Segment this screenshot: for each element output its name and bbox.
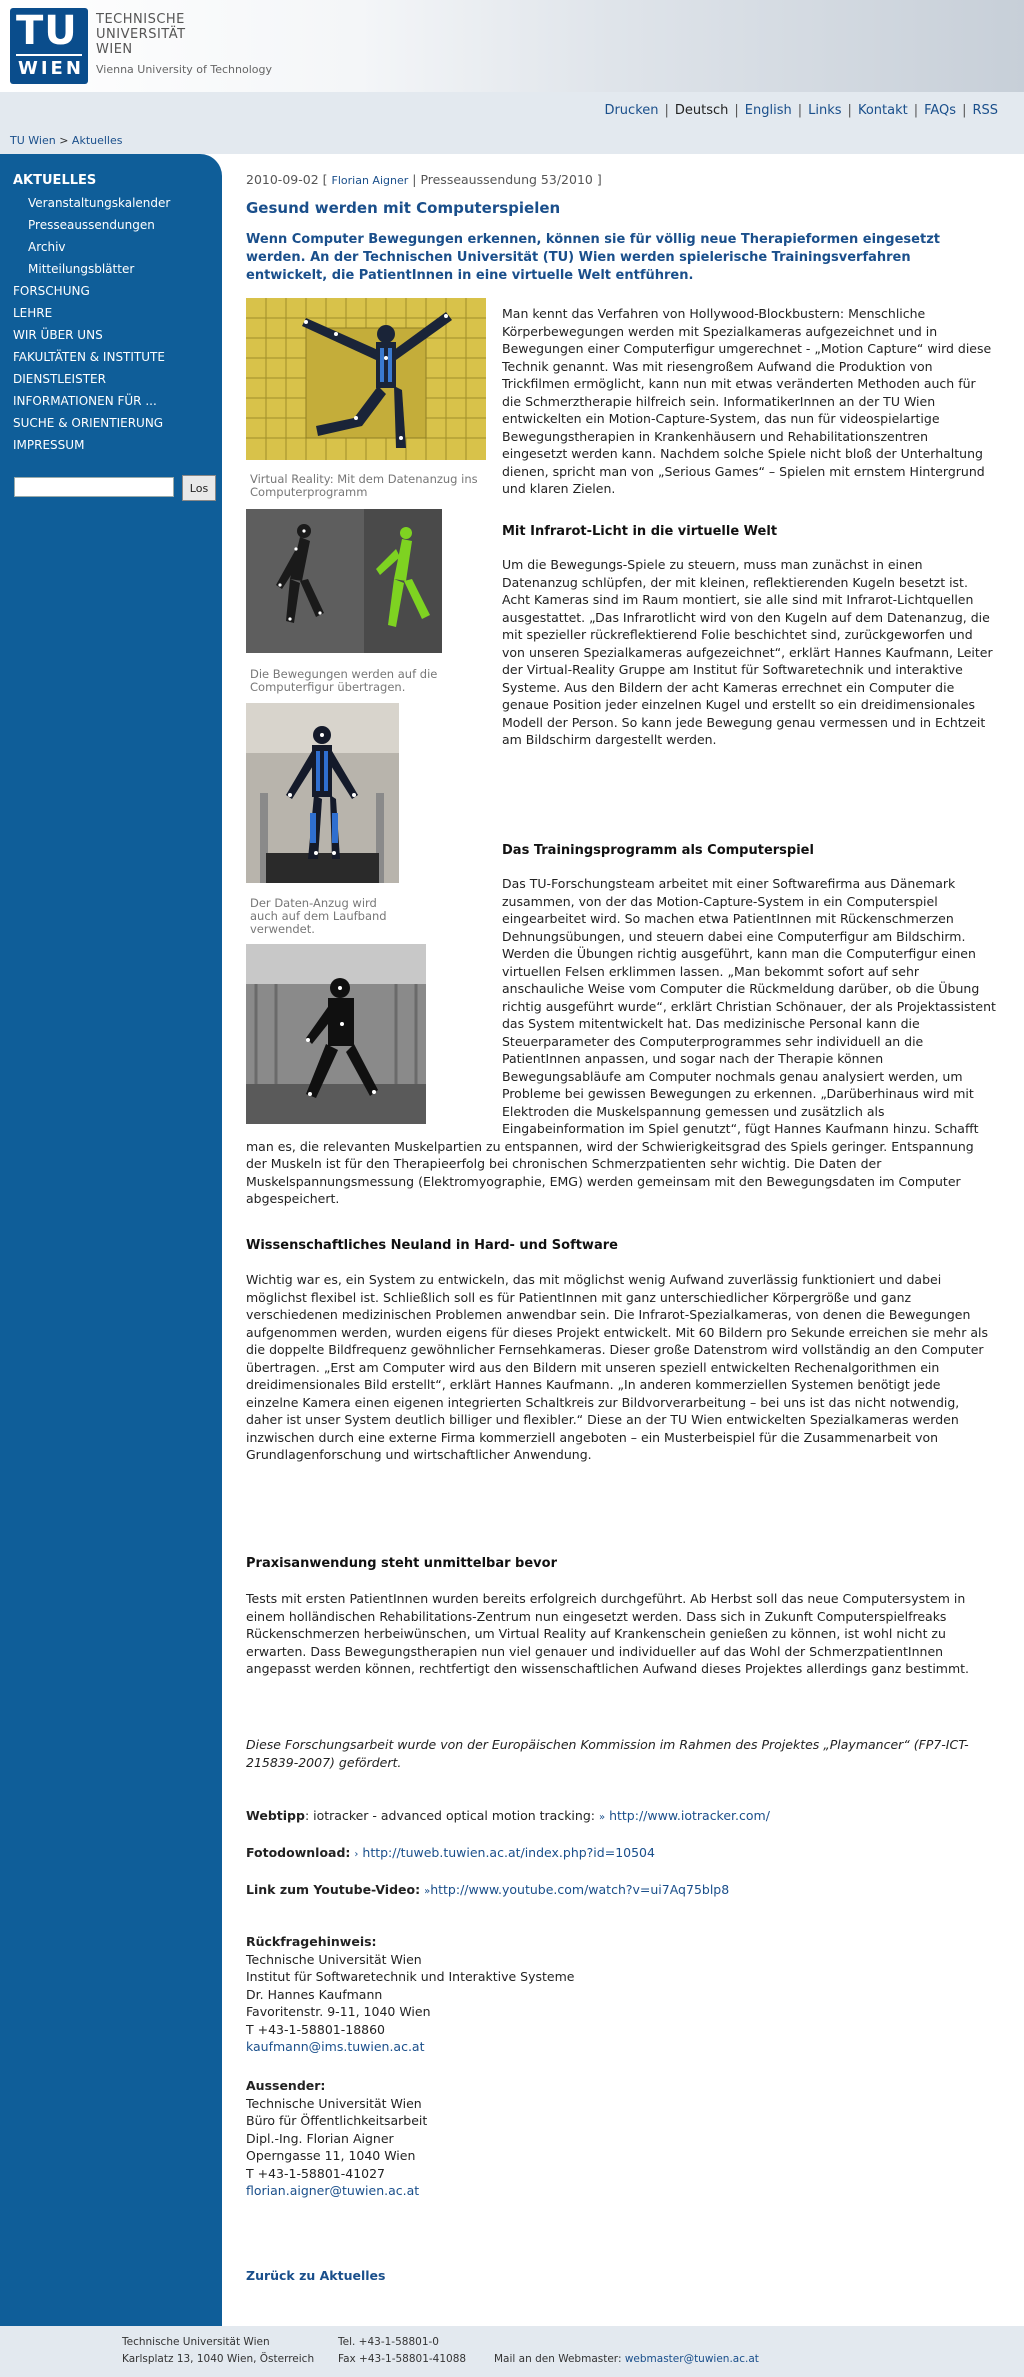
sidebar-item-presseaussendungen[interactable]: Presseaussendungen [28, 218, 155, 232]
contact-line: Institut für Softwaretechnik und Interaktive Systeme [246, 1969, 575, 1984]
org-name [96, 12, 272, 77]
caption-1: Virtual Reality: Mit dem Datenanzug ins Computerprogramm [250, 472, 478, 499]
paragraph-3: Das TU-Forschungsteam arbeitet mit einer Softwarefirma aus Dänemark zusammen, von der das Motion-Capture-System in ein Computerspiel eingearbeitet wird. So machen etwa PatientInnen mit Rückenschmerzen Dehnungsübungen, und steuern dabei eine Computerfigur am Bildschirm. Werden die Übungen richtig ausgeführt, kann man die Computerfigur einen virtuellen Felsen erklimmen lassen. „Man bekommt sofort auf sehr anschauliche Weise vom Computer die Rückmeldung darüber, ob die Übung richtig ausgeführt wurde“, erklärt Christian Schönauer, der als Projektassistent das System mitentwickelt hat. Das medizinische Personal kann die Steuerparameter des Computerprogrammes sehr individuell an die PatientInnen anpassen, und sogar nach der Therapie können Bewegungsabläufe am Computer nochmals genau analysiert werden, um Probleme bei gewissen Bewegungen zu erkennen. „Darüberhinaus wird mit Elektroden die Muskelspannung gemessen und zusätzlich als Eingabeinformation im Spiel genutzt“, fügt Hannes Kaufmann hinzu. Schafft man es, die relevanten Muskelpartien zu entspannen, wird der Schwierigkeitsgrad des Spiels geringer. Entspannung der Muskeln ist für den Therapieerfolg bei chronischen Schmerzpatienten sehr wichtig. Die Daten der Muskelspannungsmessung (Elektromyographie, EMG) werden gemeinsam mit den Bewegungsdaten im Computer abgespeichert. [246, 876, 996, 1206]
sidebar-item-veranstaltungskalender[interactable]: Veranstaltungskalender [28, 196, 171, 210]
org-subtitle: Vienna University of Technology [96, 63, 272, 76]
sidebar-item-dienstleister[interactable]: DIENSTLEISTER [13, 372, 106, 386]
contact-line: Technische Universität Wien [246, 1951, 422, 1967]
sidebar-item-mitteilungsblaetter[interactable]: Mitteilungsblätter [28, 262, 135, 276]
nav-english[interactable]: English [744, 103, 792, 118]
contact-line: Dr. Hannes Kaufmann [246, 1986, 383, 2002]
sidebar-item-archiv[interactable]: Archiv [28, 240, 66, 254]
sender-line: Dipl.-Ing. Florian Aigner [246, 2130, 394, 2146]
sidebar-item-wir-ueber-uns[interactable]: WIR ÜBER UNS [13, 328, 103, 342]
sender-email-link[interactable]: florian.aigner@tuwien.ac.at [246, 2183, 420, 2198]
tu-wien-logo[interactable] [10, 8, 88, 84]
contact-heading: Rückfragehinweis: [246, 1934, 377, 1949]
sidebar-item-fakultaeten[interactable]: FAKULTÄTEN & INSTITUTE [13, 350, 165, 364]
footer-tel: Tel. +43-1-58801-0 [338, 2336, 439, 2348]
sidebar-item-forschung[interactable]: FORSCHUNG [13, 284, 90, 298]
top-navigation: Drucken | Deutsch | English | Links | Kontakt | FAQs | RSS [598, 103, 1004, 118]
sender-line: Technische Universität Wien [246, 2095, 422, 2111]
org-line-2: UNIVERSITÄT [96, 27, 186, 42]
back-to-aktuelles-link[interactable]: Zurück zu Aktuelles [246, 2268, 386, 2283]
logo-wien: WIEN [18, 58, 84, 79]
contact-line: T +43-1-58801-18860 [246, 2021, 386, 2037]
external-link-icon: » [424, 1886, 431, 1897]
footer-mail [494, 2351, 759, 2368]
sender-line: T +43-1-58801-41027 [246, 2165, 386, 2181]
photo-treadmill[interactable] [246, 703, 399, 883]
nav-faqs[interactable]: FAQs [924, 103, 957, 118]
org-line-1: TECHNISCHE [96, 12, 185, 27]
mocap-cage-image [246, 298, 486, 460]
paragraph-5: Tests mit ersten PatientInnen wurden bereits erfolgreich durchgeführt. Ab Herbst soll das neue Computersystem in einem holländischen Rehabilitations-Zentrum nun eingesetzt werden. Dass sich in Zukunft Computerspielfreaks Rückenschmerzen herbeiwünschen, um Virtual Reality auf Krankenschein genießen zu können, ist wohl nicht zu erwarten. Dass Bewegungstherapien nun viel genauer und individueller auf das Wohl der SchmerzpatientInnen angepasst werden können, rechtfertigt den wissenschaftlichen Aufwand dieses Projektes allerdings ganz bestimmt. [246, 1591, 970, 1676]
caption-3: Der Daten-Anzug wird auch auf dem Laufband verwendet. [250, 896, 387, 936]
foto-line [246, 1844, 994, 1864]
contact-email-link[interactable]: kaufmann@ims.tuwien.ac.at [246, 2039, 425, 2054]
heading-infrarot: Mit Infrarot-Licht in die virtuelle Welt [502, 524, 778, 539]
funding-note: Diese Forschungsarbeit wurde von der Europäischen Kommission im Rahmen des Projektes „Playmancer“ (FP7-ICT-215839-2007) gefördert. [246, 1737, 969, 1770]
nav-kontakt[interactable]: Kontakt [857, 103, 908, 118]
heading-praxis: Praxisanwendung steht unmittelbar bevor [246, 1556, 557, 1571]
external-link-icon: » [598, 1812, 606, 1823]
mocap-figure-image [246, 509, 442, 653]
nav-rss[interactable]: RSS [972, 103, 998, 118]
webtipp-label: Webtipp [246, 1808, 305, 1823]
treadmill-image [246, 703, 399, 883]
footer-address [122, 2334, 314, 2368]
breadcrumb-separator: > [59, 134, 69, 147]
youtube-link[interactable]: http://www.youtube.com/watch?v=ui7Aq75blp8 [430, 1882, 730, 1897]
article-meta: 2010-09-02 [ Florian Aigner | Presseaussendung 53/2010 ] [246, 172, 602, 187]
paragraph-3-wrap [246, 875, 996, 1208]
footer-addr-2: Karlsplatz 13, 1040 Wien, Österreich [122, 2353, 315, 2365]
article [246, 172, 996, 285]
article-title: Gesund werden mit Computerspielen [246, 199, 561, 217]
sender-line: Operngasse 11, 1040 Wien [246, 2148, 416, 2163]
header [0, 0, 1024, 92]
webtipp-line [246, 1807, 994, 1827]
paragraph-4: Wichtig war es, ein System zu entwickeln, das mit möglichst wenig Aufwand zuverlässig funktioniert und dabei möglichst flexibel ist. Schließlich soll es für PatientInnen mit ganz unterschiedlicher Körpergröße und ganz verschiedenen medizinischen Problemen anwendbar sein. Die Infrarot-Spezialkameras, von denen die Bewegungen aufgenommen werden, wurden eigens für dieses Projekt entwickelt. Mit 60 Bildern pro Sekunde erreichen sie mehr als die doppelte Bildfrequenz gewöhnlicher Fernsehkameras. Dieser große Datenstrom wird vollständig an den Computer übertragen. „Erst am Computer wird aus den Bildern mit unseren speziell entwickelten Rechenalgorithmen ein dreidimensionales Bild erstellt“, erklärt Hannes Kaufmann. „In anderen kommerziellen Systemen benötigt jede einzelne Kamera einen eigenen integrierten Schaltkreis zur Bildvorverarbeitung – bei uns ist das nicht notwendig, daher ist unser System deutlich billiger und flexibler.“ Diese an der TU Wien entwickelten Spezialkameras werden inzwischen durch eine externe Firma kommerziell angeboten – ein Musterbeispiel für die Zusammenarbeit von Grundlagenforschung und wirtschaftlicher Anwendung. [246, 1272, 988, 1462]
foto-label: Fotodownload: [246, 1845, 351, 1860]
photo-mocap-figure[interactable] [246, 509, 442, 653]
breadcrumb [10, 134, 122, 147]
sidebar-item-lehre[interactable]: LEHRE [13, 306, 53, 320]
logo-tu: TU [16, 8, 78, 54]
author-link[interactable]: Florian Aigner [331, 174, 409, 187]
footer-phone [338, 2334, 466, 2368]
sender-line: Büro für Öffentlichkeitsarbeit [246, 2113, 428, 2128]
float-spacer [246, 875, 502, 1135]
external-link-icon: › [354, 1849, 359, 1860]
paragraph-2: Um die Bewegungs-Spiele zu steuern, muss man zunächst in einen Datenanzug schlüpfen, der mit kleinen, reflektierenden Kugeln besetzt ist. Acht Kameras sind im Raum montiert, sie alle sind mit Infrarot-Lichtquellen ausgestattet. „Das Infrarotlicht wird von den Kugeln auf dem Datenanzug, die mit spezieller rückreflektierend Folie beschichtet sind, zurückgeworfen und von unseren Spezialkameras aufgezeichnet“, erklärt Hannes Kaufmann, Leiter der Virtual-Reality Gruppe am Institut für Softwaretechnik und interaktive Systeme. Aus den Bildern der acht Kameras errechnet ein Computer die genaue Position jeder einzelnen Kugel und erstellt so ein dreidimensionales Modell der Person. So kann jede Bewegung genau vermessen und in Echtzeit am Bildschirm dargestellt werden. [502, 557, 993, 747]
sender-block [246, 2077, 994, 2200]
footer-fax: Fax +43-1-58801-41088 [338, 2353, 467, 2365]
sender-heading: Aussender: [246, 2078, 326, 2093]
search-button[interactable]: Los [182, 475, 216, 501]
caption-2: Die Bewegungen werden auf die Computerfigur übertragen. [250, 667, 438, 694]
sidebar-item-impressum[interactable]: IMPRESSUM [13, 438, 85, 452]
footer [0, 2326, 1024, 2377]
sidebar-item-informationen[interactable]: INFORMATIONEN FÜR ... [13, 394, 157, 408]
search-input[interactable] [14, 477, 174, 497]
heading-trainingsprogramm: Das Trainingsprogramm als Computerspiel [502, 843, 814, 858]
footer-mail-label: Mail an den Webmaster: [494, 2353, 622, 2365]
sidebar-item-aktuelles[interactable]: AKTUELLES [13, 173, 97, 188]
webtipp-text: : iotracker - advanced optical motion tracking: [304, 1808, 595, 1823]
footer-webmaster-link[interactable]: webmaster@tuwien.ac.at [624, 2353, 759, 2365]
top-strip [0, 92, 1024, 154]
youtube-label: Link zum Youtube-Video: [246, 1882, 421, 1897]
foto-link[interactable]: http://tuweb.tuwien.ac.at/index.php?id=10504 [362, 1845, 655, 1860]
youtube-line [246, 1881, 994, 1901]
paragraph-1: Man kennt das Verfahren von Hollywood-Blockbustern: Menschliche Körperbewegungen werden mit Spezialkameras aufgezeichnet und in Bewegungen einer Computerfigur umgerechnet - „Motion Capture“ wird diese Technik genannt. Was mit riesengroßem Aufwand die Produktion von Trickfilmen ermöglicht, kann nun mit etwas veränderten Methoden auch für die Schmerztherapie hilfreich sein. InformatikerInnen an der TU Wien entwickelten ein Motion-Capture-System, das nun für videospielartige Bewegungstherapien in Krankenhäusern und Rehabilitationszentren eingesetzt werden kann. Nachdem solche Spiele nicht bloß der Unterhaltung dienen, spricht man von „Serious Games“ – Spielen mit ernstem Hintergrund und klaren Zielen. [502, 306, 992, 496]
footer-addr-1: Technische Universität Wien [122, 2336, 270, 2348]
nav-deutsch: Deutsch [674, 103, 729, 118]
heading-neuland: Wissenschaftliches Neuland in Hard- und Software [246, 1238, 618, 1253]
breadcrumb-root[interactable]: TU Wien [10, 134, 56, 147]
press-number: Presseaussendung 53/2010 [420, 172, 593, 187]
contact-block [246, 1933, 994, 2056]
photo-mocap-cage[interactable] [246, 298, 486, 460]
breadcrumb-current[interactable]: Aktuelles [71, 134, 123, 147]
sidebar-item-suche[interactable]: SUCHE & ORIENTIERUNG [13, 416, 164, 430]
org-line-3: WIEN [96, 42, 133, 57]
nav-drucken[interactable]: Drucken [604, 103, 659, 118]
nav-links[interactable]: Links [808, 103, 842, 118]
sidebar-menu [0, 170, 222, 456]
contact-line: Favoritenstr. 9-11, 1040 Wien [246, 2004, 431, 2019]
article-lead: Wenn Computer Bewegungen erkennen, können sie für völlig neue Therapieformen eingesetzt werden. An der Technischen Universität (TU) Wien werden spielerische Trainingsverfahren entwickelt, die PatientInnen in eine virtuelle Welt entführen. [246, 232, 940, 283]
article-date: 2010-09-02 [246, 172, 319, 187]
webtipp-link[interactable]: http://www.iotracker.com/ [609, 1808, 770, 1823]
logo-divider [16, 54, 82, 56]
